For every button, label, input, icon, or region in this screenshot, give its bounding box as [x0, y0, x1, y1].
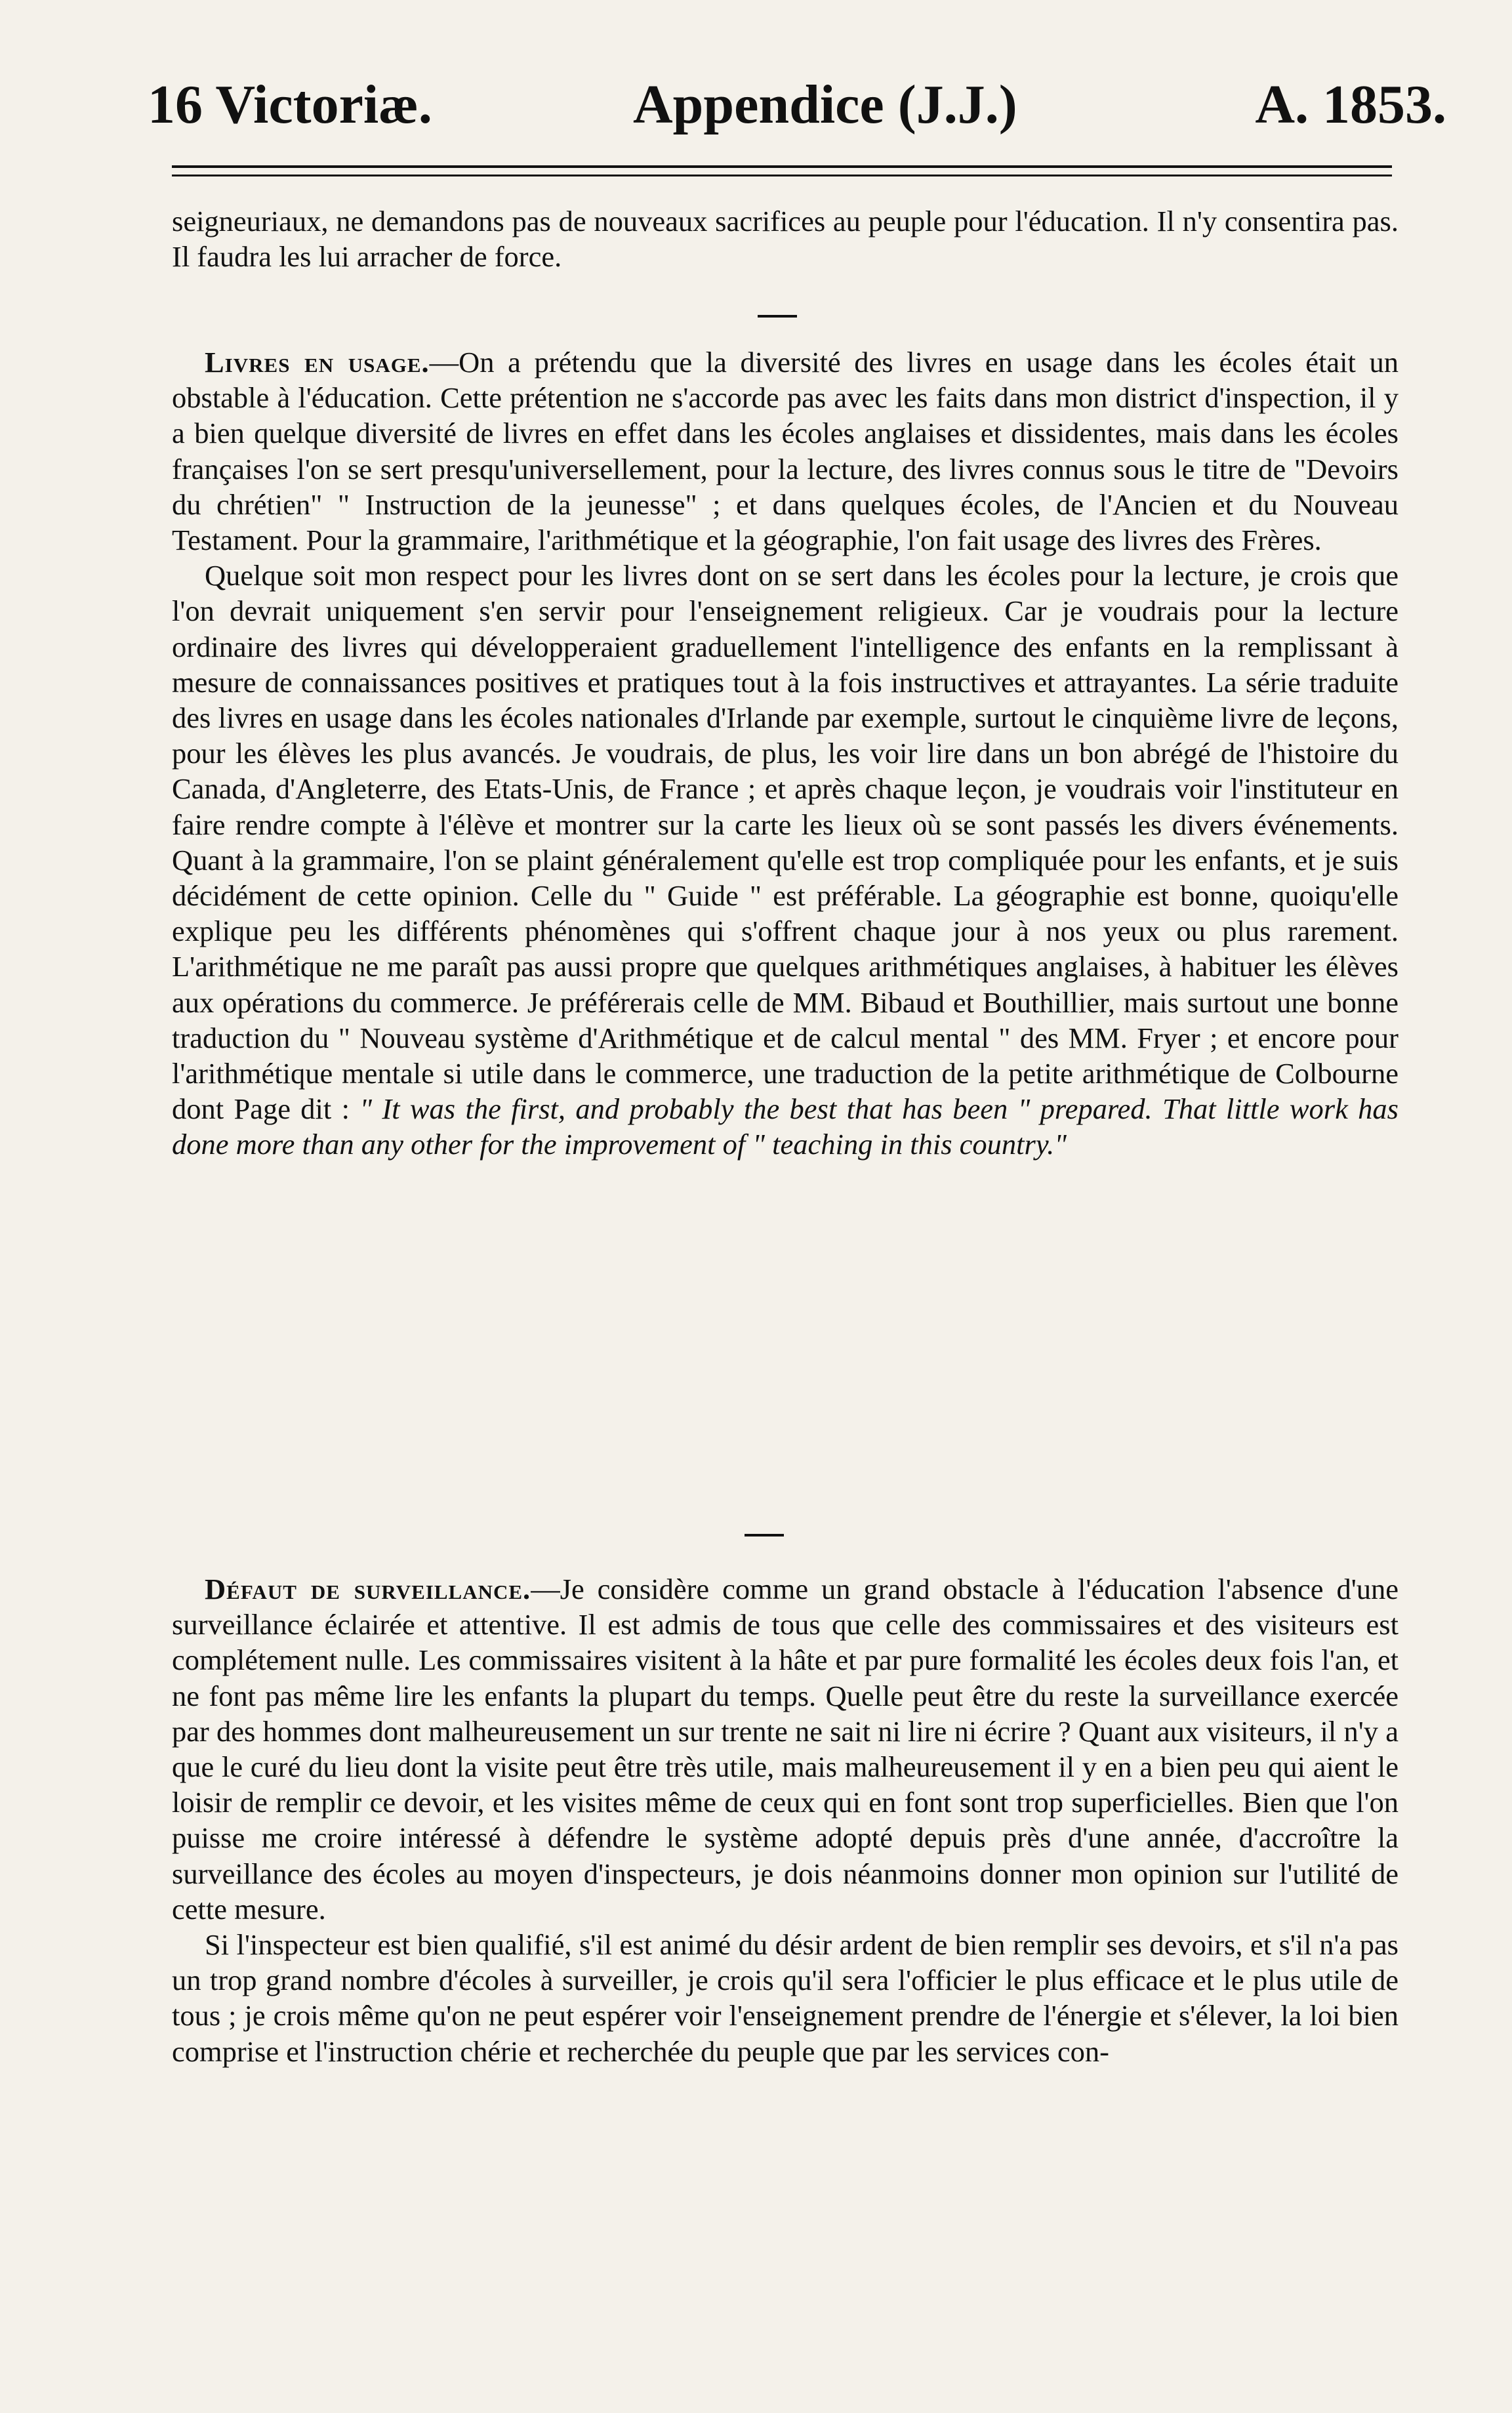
header-session: 16 Victoriæ.	[148, 74, 432, 135]
continuation-text	[172, 203, 1399, 274]
section-defaut-de-surveillance	[172, 1571, 1399, 2069]
header-rule-thin	[172, 175, 1392, 176]
section-separator	[758, 315, 797, 318]
livres-paragraph-1: Livres en usage.—On a prétendu que la diversité des livres en usage dans les écoles était un obstable à l'éducation. Cette prétention ne s'accorde pas avec les faits dans mon district d'inspection, il y a bien quelque diversité de livres en effet dans les écoles anglaises et dissidentes, mais dans les écoles françaises l'on se sert presqu'universellement, pour la lecture, des livres connus sous le titre de "Devoirs du chrétien" " Instruction de la jeunesse" ; et dans quelques écoles, de l'Ancien et du Nouveau Testament. Pour la grammaire, l'arithmétique et la géographie, l'on fait usage des livres des Frères.	[172, 346, 1399, 557]
page-header	[148, 62, 1446, 148]
header-year: A. 1853.	[1255, 74, 1446, 135]
header-appendix: Appendice (J.J.)	[633, 74, 1017, 135]
continuation-paragraph: seigneuriaux, ne demandons pas de nouveaux sacrifices au peuple pour l'éducation. Il n'y consentira pas. Il faudra les lui arracher de force.	[172, 205, 1399, 274]
surveillance-paragraph-2: Si l'inspecteur est bien qualifié, s'il est animé du désir ardent de bien remplir ses devoirs, et s'il n'a pas un trop grand nombre d'écoles à surveiller, je crois qu'il sera l'officier le plus efficace et le plus utile de tous ; je crois même qu'on ne peut espérer voir l'enseignement prendre de l'énergie et s'élever, la loi bien comprise et l'instruction chérie et recherchée du peuple que par les services con-	[172, 1928, 1399, 2068]
livres-paragraph-2-text: Quelque soit mon respect pour les livres dont on se sert dans les écoles pour la lecture, je crois que l'on devrait uniquement s'en servir pour l'enseignement religieux. Car je voudrais pour la lecture ordinaire des livres qui développeraient graduellement l'intelligence des enfants en la remplissant à mesure de connaissances positives et pratiques tout à la fois instructives et attrayantes. La série traduite des livres en usage dans les écoles nationales d'Irlande par exemple, surtout le cinquième livre de leçons, pour les élèves les plus avancés. Je voudrais, de plus, les voir lire dans un bon abrégé de l'histoire du Canada, d'Angleterre, des Etats-Unis, de France ; et après chaque leçon, je voudrais voir l'instituteur en faire rendre compte à l'élève et montrer sur la carte les lieux où se sont passés les divers événements. Quant à la grammaire, l'on se plaint généralement qu'elle est trop compliquée pour les enfants, et je suis décidément de cette opinion. Celle du " Guide " est préférable. La géographie est bonne, quoiqu'elle explique peu les différents phénomènes qui s'offrent chaque jour à nos yeux ou plus rarement. L'arithmétique ne me paraît pas aussi propre que quelques arithmétiques anglaises, à habituer les élèves aux opérations du commerce. Je préférerais celle de MM. Bibaud et Bouthillier, mais surtout une bonne traduction du " Nouveau système d'Arithmétique et de calcul mental " des MM. Fryer ; et encore pour l'arithmétique mentale si utile dans le commerce, une traduction de la petite arithmétique de Colbourne dont Page dit :	[172, 559, 1399, 1126]
page-quotation: " It was the first, and probably the best that has been " prepared. That little work has done more than any other for the improvement of " teaching in this country."	[172, 1092, 1399, 1161]
surveillance-paragraph-1: Défaut de surveillance.—Je considère comme un grand obstacle à l'éducation l'absence d'une surveillance éclairée et attentive. Il est admis de tous que celle des commissaires et des visiteurs est complétement nulle. Les commissaires visitent à la hâte et par pure formalité les écoles deux fois l'an, et ne font pas même lire les enfants la plupart du temps. Quelle peut être du reste la surveillance exercée par des hommes dont malheureusement un sur trente ne sait ni lire ni écrire ? Quant aux visiteurs, il n'y a que le curé du lieu dont la visite peut être très utile, mais malheureusement il y en a bien peu qui aient le loisir de remplir ce devoir, et les visites même de ceux qui en font sont trop superficielles. Bien que l'on puisse me croire intéressé à défendre le système adopté depuis près d'une année, d'accroître la surveillance des écoles au moyen d'inspecteurs, je dois néanmoins donner mon opinion sur l'utilité de cette mesure.	[172, 1573, 1399, 1926]
surveillance-paragraph-1-text: Je considère comme un grand obstacle à l'éducation l'absence d'une surveillance éclairée et attentive. Il est admis de tous que celle des commissaires et des visiteurs est complétement nulle. Les commissaires visitent à la hâte et par pure formalité les écoles deux fois l'an, et ne font pas même lire les enfants la plupart du temps. Quelle peut être du reste la surveillance exercée par des hommes dont malheureusement un sur trente ne sait ni lire ni écrire ? Quant aux visiteurs, il n'y a que le curé du lieu dont la visite peut être très utile, mais malheureusement il y en a bien peu qui aient le loisir de remplir ce devoir, et les visites même de ceux qui en font sont trop superficielles. Bien que l'on puisse me croire intéressé à défendre le système adopté depuis près d'une année, d'accroître la surveillance des écoles au moyen d'inspecteurs, je dois néanmoins donner mon opinion sur l'utilité de cette mesure.	[172, 1573, 1399, 1926]
section-heading-livres: Livres en usage.	[205, 346, 430, 379]
section-livres-en-usage	[172, 344, 1399, 1163]
livres-paragraph-1-text: On a prétendu que la diversité des livres en usage dans les écoles était un obstable à l'éducation. Cette prétention ne s'accorde pas avec les faits dans mon district d'inspection, il y a bien quelque diversité de livres en effet dans les écoles anglaises et dissidentes, mais dans les écoles françaises l'on se sert presqu'universellement, pour la lecture, des livres connus sous le titre de "Devoirs du chrétien" " Instruction de la jeunesse" ; et dans quelques écoles, de l'Ancien et du Nouveau Testament. Pour la grammaire, l'arithmétique et la géographie, l'on fait usage des livres des Frères.	[172, 346, 1399, 557]
section-separator	[745, 1534, 784, 1536]
section-heading-surveillance: Défaut de surveillance.	[205, 1573, 531, 1605]
livres-paragraph-2	[172, 558, 1399, 1162]
header-rule-thick	[172, 165, 1392, 168]
